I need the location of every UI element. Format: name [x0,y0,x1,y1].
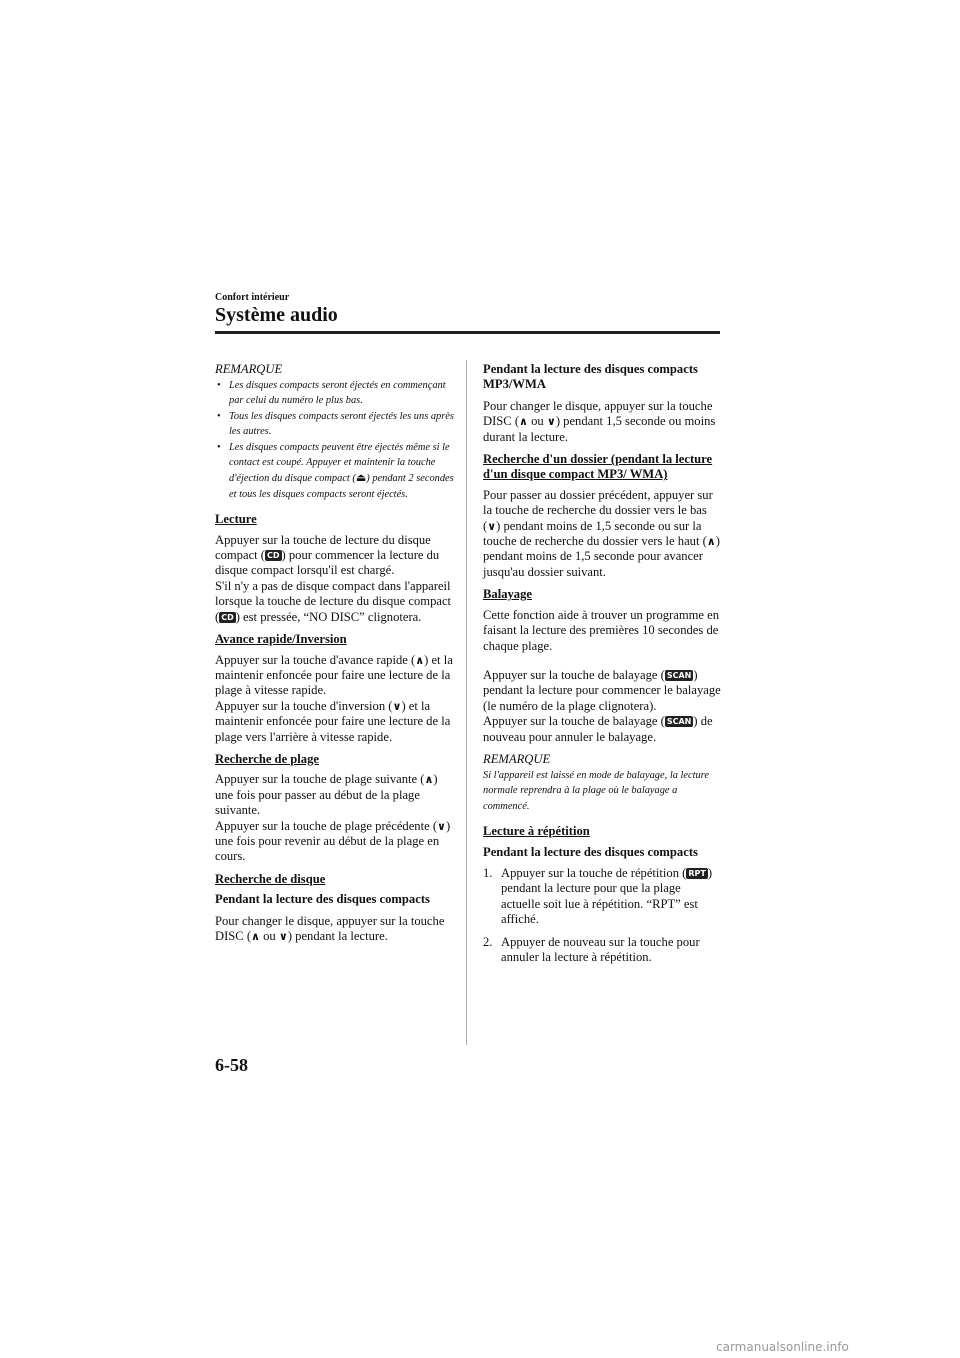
left-column [215,362,455,951]
eject-icon: ⏏ [355,471,367,485]
note-item: • Les disques compacts seront éjectés en commençant par celui du numéro le plus bas. [217,380,446,407]
step-item: 2. Appuyer de nouveau sur la touche pour annuler la lecture à répétition. [483,934,700,964]
paragraph: Appuyer sur la touche de lecture du disque compact ( CD ) pour commencer la lecture du disque compact lorsqu'il est chargé. S'il n'y a pas de disque compact dans l'appareil lorsque la touche de lecture du disque compact ( CD ) est pressée, “NO DISC” clignotera. [215,532,452,624]
note-title: REMARQUE [483,751,551,766]
paragraph: Pour passer au dossier précédent, appuyer sur la touche de recherche du dossier vers le bas (∨) pendant moins de 1,5 seconde ou sur la touche de recherche du dossier vers le haut (∧) pendant moins de 1,5 seconde pour avancer jusqu'au dossier suivant. [483,487,720,579]
heading-lecture: Lecture [215,512,257,527]
down-icon: ∨ [487,519,497,533]
up-icon: ∧ [424,773,434,787]
note-item: • Tous les disques compacts seront éjectés les uns après les autres. [217,410,454,438]
column-divider [466,360,467,1045]
paragraph: Appuyer sur la touche de balayage ( SCAN ) pendant la lecture pour commencer le balayage (le numéro de la plage clignotera). Appuyer sur la touche de balayage ( SCAN ) de nouveau pour annuler le balayage. [483,667,721,744]
up-icon: ∧ [415,653,425,667]
cd-icon: CD [221,612,234,622]
heading-dossier: Recherche d'un dossier (pendant la lecture d'un disque compact MP3/ WMA) [483,452,713,482]
note-item: • Les disques compacts peuvent être éjectés même si le contact est coupé. Appuyer et maintenir la touche d'éjection du disque compact (⏏) pendant 2 secondes et tous les disques compacts seront éjectés. [217,441,454,500]
down-icon: ∨ [437,819,446,833]
heading-avance: Avance rapide/Inversion [215,632,347,647]
heading-disque: Recherche de disque [215,871,326,886]
note-title: REMARQUE [215,362,283,376]
subheading: Pendant la lecture des disques compacts MP3/WMA [483,362,698,392]
paragraph: Appuyer sur la touche d'avance rapide (∧) et la maintenir enfoncée pour faire une lecture de la plage à vitesse rapide. Appuyer sur la touche d'inversion (∨) et la maintenir enfoncée pour faire une lecture de la plage vers l'arrière à vitesse rapide. [215,652,453,744]
paragraph: Pour changer le disque, appuyer sur la touche DISC (∧ ou ∨) pendant 1,5 seconde ou moins durant la lecture. [483,398,716,444]
right-column [483,362,723,972]
subheading: Pendant la lecture des disques compacts [483,844,698,859]
scan-icon: SCAN [666,717,692,727]
paragraph: Cette fonction aide à trouver un programme en faisant la lecture des premières 10 secondes de chaque plage. [483,607,720,653]
note-text: Si l'appareil est laissé en mode de balayage, la lecture normale reprendra à la plage où le balayage a commencé. [483,769,709,812]
section-label: Confort intérieur [215,292,290,303]
up-icon: ∧ [706,535,716,549]
heading-repetition: Lecture à répétition [483,824,590,839]
page-title: Système audio [215,304,338,326]
heading-balayage: Balayage [483,587,532,602]
down-icon: ∨ [392,699,402,713]
paragraph: Pour changer le disque, appuyer sur la touche DISC (∧ ou ∨) pendant la lecture. [215,913,445,943]
paragraph: Appuyer sur la touche de plage suivante (∧) une fois pour passer au début de la plage suivante. Appuyer sur la touche de plage précédente (∨) une fois pour revenir au début de la plage en cours. [215,772,451,864]
heading-plage: Recherche de plage [215,751,319,766]
down-icon: ∨ [546,415,556,429]
subheading: Pendant la lecture des disques compacts [215,892,430,907]
step-list [483,866,723,965]
down-icon: ∨ [278,930,288,943]
step-item: 1. Appuyer sur la touche de répétition ( RPT ) pendant la lecture pour que la plage actuelle soit lue à répétition. “RPT” est affiché. [483,865,713,927]
page-number: 6-58 [215,1055,248,1075]
up-icon: ∧ [251,930,260,943]
cd-icon: CD [267,551,280,561]
watermark: carmanualsonline.info [716,1340,849,1354]
up-icon: ∧ [519,415,528,429]
header-rule [215,331,720,334]
scan-icon: SCAN [666,670,692,680]
note-list [215,378,455,502]
rpt-icon: RPT [688,868,706,878]
